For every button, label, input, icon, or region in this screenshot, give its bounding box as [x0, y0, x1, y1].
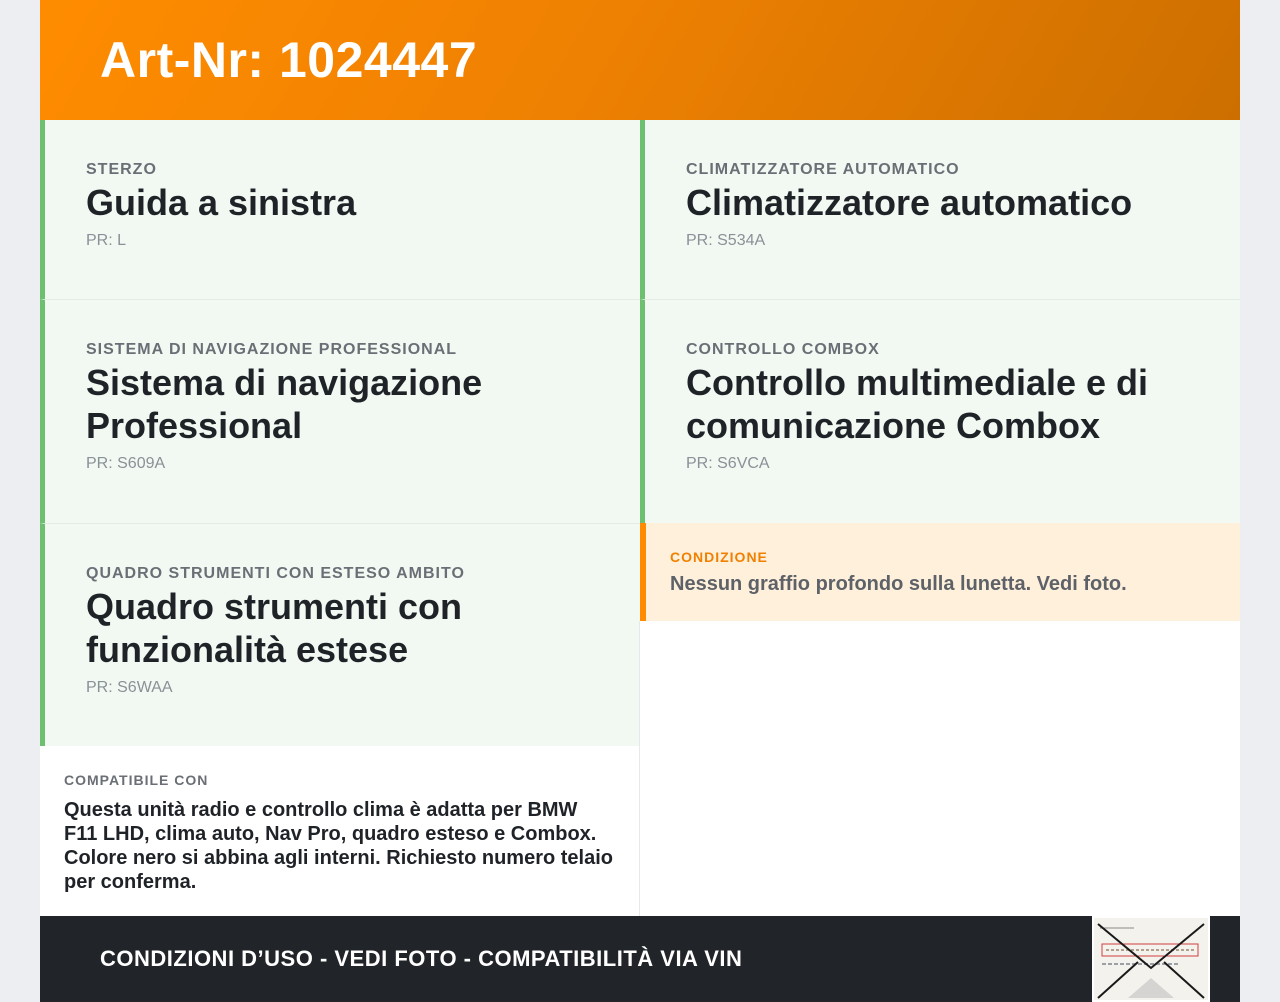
- spec-label: CLIMATIZZATORE AUTOMATICO: [686, 161, 960, 178]
- article-number-title: Art-Nr: 1024447: [100, 32, 478, 88]
- compatibility-label: COMPATIBILE CON: [64, 772, 209, 788]
- spec-label: CONTROLLO COMBOX: [686, 341, 880, 358]
- spec-label: QUADRO STRUMENTI CON ESTESO AMBITO: [86, 565, 465, 582]
- document-photo-icon[interactable]: [1092, 916, 1210, 1002]
- spec-card-steering: [40, 120, 640, 300]
- spec-value: Controllo multimediale e di comunicazione Combox: [686, 362, 1149, 446]
- spec-pr-code: PR: S6WAA: [86, 679, 173, 696]
- spec-card-navigation: [40, 300, 640, 524]
- spec-pr-code: PR: S609A: [86, 455, 166, 472]
- spec-card-instrument-cluster: [40, 524, 640, 748]
- product-sheet: [40, 0, 1240, 1002]
- spec-value: Sistema di navigazione Professional: [86, 362, 483, 446]
- spec-value: Guida a sinistra: [86, 182, 357, 223]
- header-bar: [40, 0, 1240, 120]
- condition-label: CONDIZIONE: [670, 549, 768, 565]
- footer-bar: [40, 916, 1240, 1002]
- spec-pr-code: PR: S534A: [686, 232, 766, 249]
- spec-pr-code: PR: L: [86, 232, 127, 249]
- spec-card-climate: [640, 120, 1240, 300]
- compatibility-text: Questa unità radio e controllo clima è adatta per BMW F11 LHD, clima auto, Nav Pro, quadro esteso e Combox. Colore nero si abbina agli interni. Richiesto numero telaio per conferma.: [64, 799, 613, 893]
- compatibility-section: [40, 746, 640, 916]
- document-photo-thumbnail: [1094, 918, 1208, 1000]
- condition-text: Nessun graffio profondo sulla lunetta. Vedi foto.: [670, 573, 1127, 595]
- spec-label: SISTEMA DI NAVIGAZIONE PROFESSIONAL: [86, 341, 458, 358]
- spec-pr-code: PR: S6VCA: [686, 455, 770, 472]
- footer-text: CONDIZIONI D’USO - VEDI FOTO - COMPATIBILITÀ VIA VIN: [100, 946, 743, 971]
- spec-column-left: [40, 120, 640, 748]
- condition-note: [640, 523, 1240, 621]
- spec-label: STERZO: [86, 161, 157, 178]
- spec-value: Quadro strumenti con funzionalità estese: [86, 586, 463, 670]
- spec-value: Climatizzatore automatico: [686, 182, 1133, 223]
- spec-card-combox: [640, 300, 1240, 524]
- spec-column-right: [640, 120, 1240, 524]
